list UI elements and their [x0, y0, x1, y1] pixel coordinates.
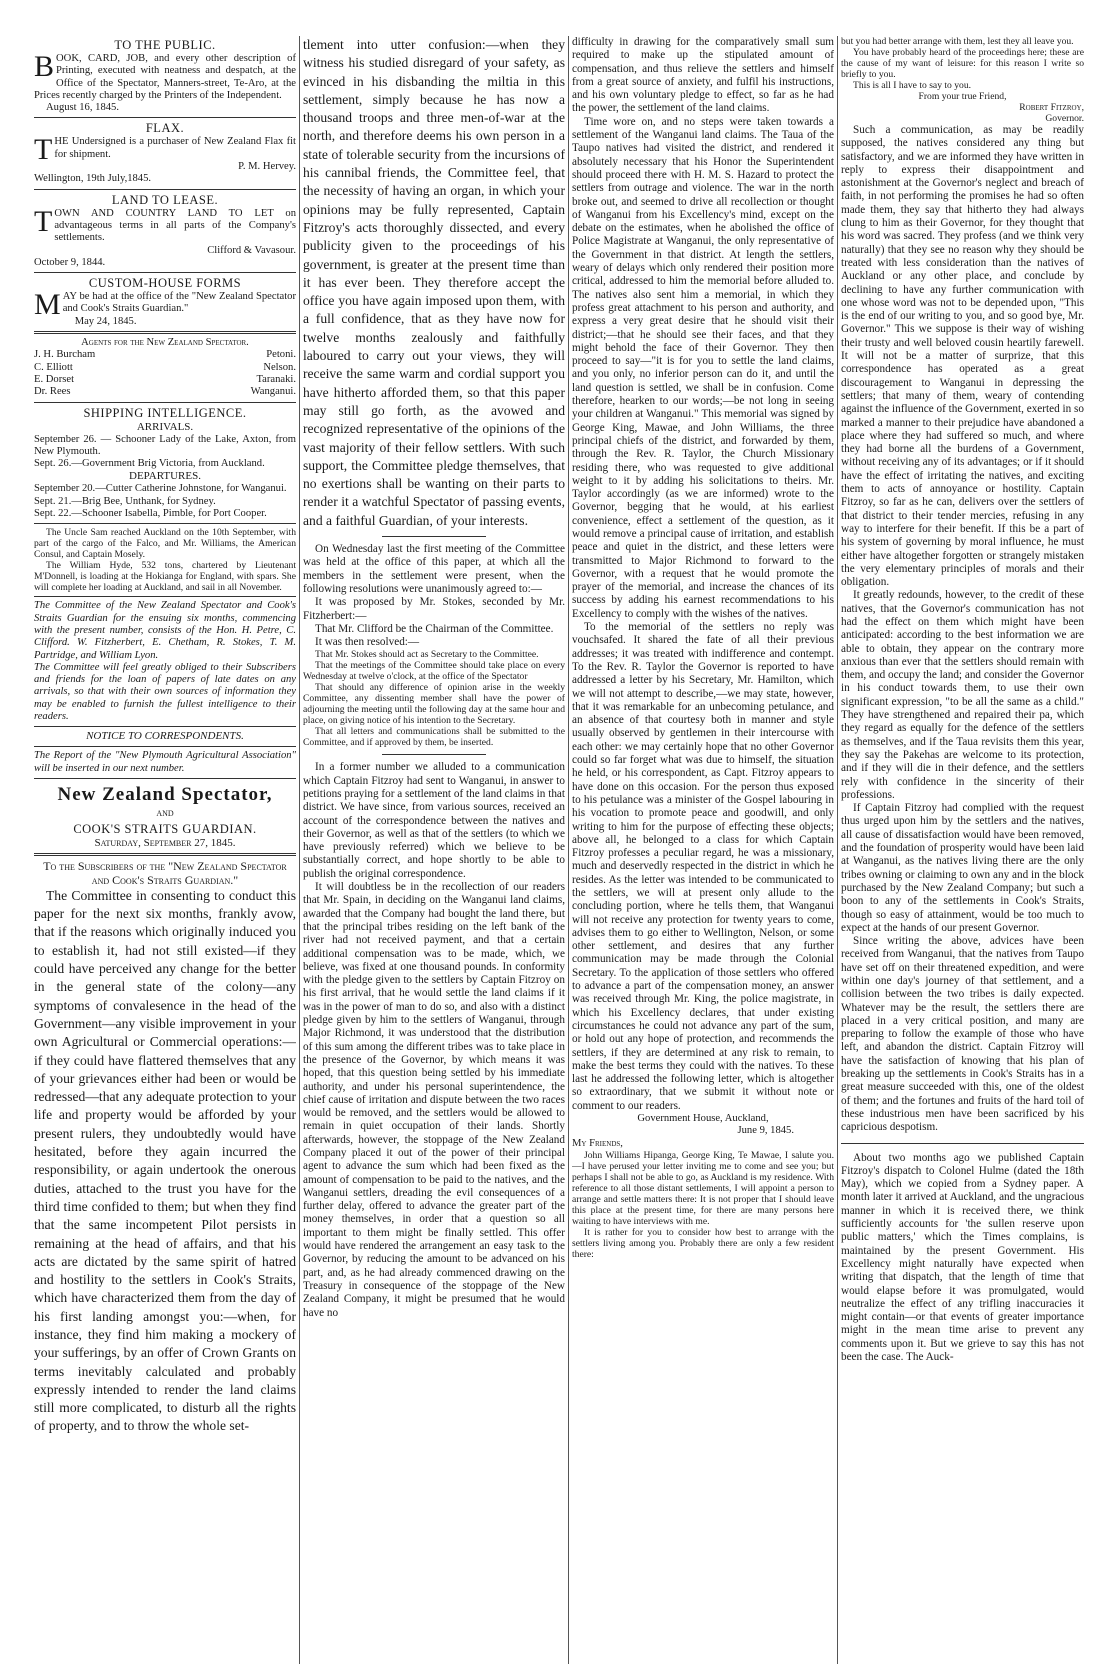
- arrivals-label: ARRIVALS.: [136, 420, 194, 433]
- arrival-item: Sept. 26.—Government Brig Victoria, from Auckland.: [34, 458, 265, 470]
- correspondents-notice: The Report of the "New Plymouth Agricultural Association" will be inserted in our next number.: [34, 750, 296, 774]
- flax-ad: THE Undersigned is a purchaser of New Zealand Flax fit for shipment.: [34, 133, 296, 167]
- customs-heading: CUSTOM-HOUSE FORMS: [88, 276, 242, 291]
- departures-label: DEPARTURES.: [129, 470, 201, 483]
- address-continued: tlement into utter confusion:—when they witness his studied disregard of your safety, as evinced in his disbanding the miltia in this settlement, simply because he has now a thousand troops and three men-of-war at the north, and therefore deems his own person in a state of tolerable security from the incursions of his cannibal friends, the Committee feel, that the necessity of having an organ, in which your opinions may be fully represented, Captain Fitzroy's acts thoroughly dissected, and every publicity given to the proceedings of his government, is greater at the present time than it has ever been. They therefore accept the office you have again imposed upon them, with a full confidence, that as they have now for twelve months zealously and faithfully laboured to carry out your views, they will receive the same warm and cordial support you have hitherto afforded them, so that this paper may still go forth, as the avowed and recognized representative of the opinions of the vast majority of their fellow settlers. With such support, the Committee pledge themselves, that no exertions shall be wanting on their parts to render it a watchful Spectator of passing events, and a faithful Guardian, of your interests.: [303, 37, 565, 528]
- meeting-intro: On Wednesday last the first meeting of the Committee was held at the office of this paper, at which all the members in the settlement were present, when the following resolutions were unanimously agreed to:—: [303, 543, 565, 595]
- agent-row: J. H. Burcham Petoni.: [34, 349, 296, 361]
- agent-row: E. Dorset Taranaki.: [34, 373, 296, 385]
- article-paragraph: difficulty in drawing for the comparatively small sum required to make up the stipulated amount of compensation, and thus relieve the settlers and himself from a great source of anxiety, and fulfil his instructions, and his own voluntary pledge to effect, so far as he had the power, the settlement of the land claims.: [572, 36, 834, 115]
- article-paragraph: Time wore on, and no steps were taken towards a settlement of the Wanganui land claims. The Taua of the Taupo natives had visited the district, and rendered it absolutely necessary that his Honor the Superintendent should proceed there with H. M. S. Hazard to protect the settlers from outrage and violence. The war in the north broke out, and seemed to drive all recollection or thought of Wanganui from his Excellency's mind, except on the debate on the estimates, when he abolished the office of Police Magistrate at Wanganui, the only representative of the Government in that district. At length the settlers, weary of delays which only rendered their position more critical, addressed to him the memorial before alluded to. The natives also sent him a memorial, in which they profess great attachment to his person and authority, and express a very great desire that he should visit their district;—that he should see their faces, and that they might behold the face of their Governor. They then proceed to say—"it is for you to settle the land claims, and you only, no inferior person can do it, and until the land question is settled, we shall be in confusion. Come therefore, hearken to our words;—be not long in seeing your children at Wanganui." This memorial was signed by George King, Mawae, and John Williams, the three principal chiefs of the district, and forwarded by them, through the Rev. R. Taylor, the Church Missionary residing there, who was requested to give additional weight to it by adding his solicitations to theirs. Mr. Taylor accordingly (as we are informed) wrote to the Governor, begging that he would, at his earliest convenience, effect a settlement of the question, as it would remove a principal cause of irritation, and establish peace and quiet in the district, and these letters were transmitted to Major Richmond to forward to the Governor, with a request that he would promote the prayer of the memorial, and increase the chances of its success by adding his earnest recommendations to his Excellency to comply with the wishes of the natives.: [572, 115, 834, 620]
- letter-paragraph: You have probably heard of the proceedings here; these are the cause of my want of leisure: for this reason I write so briefly to you.: [841, 47, 1084, 80]
- column-2: [303, 36, 565, 1664]
- letter-title: Governor.: [1045, 113, 1084, 124]
- arrival-item: September 26. — Schooner Lady of the Lake, Axton, from New Plymouth.: [34, 433, 296, 457]
- column-rule: [837, 36, 838, 1664]
- letter-date: June 9, 1845.: [737, 1125, 794, 1137]
- article-paragraph: To the memorial of the settlers no reply was vouchsafed. It shared the fate of all their previous addresses; it was treated with indifference and contempt. To the Rev. R. Taylor the Governor is reported to have addressed a letter by his Secretary, Mr. Hamilton, which we will not attempt to describe,—we may state, however, that it was remarkable for an unbecoming petulance, and an absence of that courtesy both in manner and style usually observed by gentlemen in their intercourse with each other: we may certainly hope that no other Governor could so far forget what was due to himself, the situation he held, or his correspondent, as Capt. Fitzroy appears to have done on this occasion. For the person thus exposed to his petulance was a minister of the Gospel labouring in his vocation to promote peace and goodwill, and only writing to him for the purpose of effecting these objects; above all, he belonged to a class for which Captain Fitzroy professes a peculiar regard, he was a missionary, much and deservedly respected in the district in which he resides. As the letter was intended to be communicated to the settlers, we will at present only allude to the concluding portion, where he tells them, that Wanganui will not receive any protection for twenty years to come, advises them to go either to Wellington, Nelson, or some other settlement, and desires that any further communication may be made through the Colonial Secretary. To the application of those settlers who offered to advance a part of the compensation money, an answer was received through Mr. King, the police magistrate, in which his Excellency declares, that under existing circumstances he could not advance any part of the sum, or hold out any hope of protection, and recommends the settlers, if they are determined at any risk to remain, to make the best terms they could with the natives. To these last he addressed the following letter, which is altogether so extraordinary, that we submit it without note or comment to our readers.: [572, 621, 834, 1112]
- letter-signature: Robert Fitzroy,: [1019, 102, 1084, 113]
- shipping-heading: SHIPPING INTELLIGENCE.: [83, 405, 247, 420]
- public-heading: TO THE PUBLIC.: [114, 38, 216, 52]
- shipping-note: The Uncle Sam reached Auckland on the 10th September, with part of the cargo of the Falco, and Mr. Williams, the American Consul, and Captain Mosely.: [34, 527, 296, 561]
- departure-item: Sept. 22.—Schooner Isabella, Pimble, for Port Cooper.: [34, 508, 267, 520]
- masthead-subtitle: COOK'S STRAITS GUARDIAN.: [73, 821, 257, 836]
- masthead-and: AND: [156, 808, 174, 818]
- lease-date: October 9, 1844.: [34, 256, 106, 268]
- address-heading: To the Subscribers of the "New Zealand Spectator and Cook's Straits Guardian.": [43, 858, 287, 887]
- resolution: That all letters and communications shall be submitted to the Committee, and if approved by them, be inserted.: [303, 726, 565, 749]
- column-4: [841, 36, 1084, 1664]
- meeting-proposed: It was proposed by Mr. Stokes, seconded by Mr. Fitzherbert:—: [303, 596, 565, 622]
- meeting-chair: That Mr. Clifford be the Chairman of the Committee.: [315, 622, 554, 635]
- newspaper-page: [34, 36, 1084, 1664]
- wanganui-paragraph: It will doubtless be in the recollection of our readers that Mr. Spain, in deciding on the Wanganui land claims, awarded that the Company had bought the land there, but that the principal tribes residing on the left bank of the river had not received payment, and that a certain additional compensation was to be made, which, we believe, was fixed at one thousand pounds. In conformity with the pledge given to the settlers by Captain Fitzroy on his first arrival, that he would settle the land claims if it was in the power of man to do so, and also with a distinct pledge given by him to the settlers of Wanganui, through Major Richmond, it was understood that the distribution of this sum among the different tribes was to take place in the presence of the Governor, by which means it was hoped, that this question being settled by his immediate authority, and under his personal superintendence, the chief cause of irritation and dispute between the two races would be removed, and the settlers would be allowed to remain in quiet occupation of their lands. Shortly afterwards, however, the stoppage of the New Zealand Company placed it out of the power of their principal agent to advance the sum which had been fixed as the amount of compensation to be paid to the natives, and the Wanganui settlers, dreading the evil consequences of a further delay, offered to advance the greater part of the money themselves, in order that a question so all important to them might be finally settled. This offer would have rendered the arrangement an easy task to the Governor, by reducing the amount to be advanced on his part, and, as he had already commenced drawing on the Treasury in consequence of the stoppage of the New Zealand Company, it might be presumed that he would have no: [303, 881, 565, 1319]
- meeting-resolved: It was then resolved:—: [315, 636, 420, 649]
- agents-list: [34, 337, 296, 398]
- resolution: That the meetings of the Committee should take place on every Wednesday at twelve o'clock, at the office of the Spectator: [303, 660, 565, 683]
- correspondents-heading: NOTICE TO CORRESPONDENTS.: [86, 730, 244, 743]
- shipping-note: The William Hyde, 532 tons, chartered by Lieutenant M'Donnell, is loading at the Hokianga for England, with spars. She will complete her loading at Auckland, and sail in all November.: [34, 560, 296, 594]
- letter-salutation: My Friends,: [572, 1137, 623, 1149]
- departure-item: Sept. 21.—Brig Bee, Unthank, for Sydney.: [34, 495, 216, 507]
- article-paragraph: Since writing the above, advices have been received from Wanganui, that the natives from Taupo have set off on their threatened expedition, and were within one day's journey of that settlement, and a collision between the two tribes is daily expected. Whatever may be the result, the settlers there are placed in a very critical position, and many are preparing to follow the example of those who have left, and abandon the district. Captain Fitzroy will have the satisfaction of knowing that his plan of breaking up the settlements in Cook's Straits has in a great measure succeeded with this, one of the oldest of them; and the fortunes and fruits of the hard toil of these industrious men have been sacrificed by his capricious despotism.: [841, 935, 1084, 1134]
- departure-item: September 20.—Cutter Catherine Johnstone, for Wanganui.: [34, 483, 287, 495]
- lease-ad: TOWN AND COUNTRY LAND TO LET on advantageous terms in all parts of the Company's settlements.: [34, 204, 296, 244]
- customs-ad: MAY be had at the office of the "New Zealand Spectator and Cook's Straits Guardian.": [34, 288, 296, 322]
- letter-paragraph: It is rather for you to consider how best to arrange with the settlers living among you. Probably there are only a few resident there:: [572, 1226, 834, 1260]
- committee-notice: The Committee of the New Zealand Spectator and Cook's Straits Guardian for the ensuing six months, commencing with the present number, consists of the Hon. H. Petre, C. Clifford. W. Fitzherbert, E. Chetham, R. Stokes, T. M. Partridge, and William Lyon.: [34, 600, 296, 661]
- column-3: [572, 36, 834, 1664]
- masthead-title: New Zealand Spectator,: [57, 783, 273, 805]
- masthead-date: Saturday, September 27, 1845.: [94, 836, 236, 849]
- letter-heading: Government House, Auckland,: [637, 1113, 769, 1125]
- letter-paragraph: This is all I have to say to you.: [853, 80, 972, 91]
- letter-continued: but you had better arrange with them, lest they all leave you.: [841, 36, 1074, 47]
- resolution: That Mr. Stokes should act as Secretary to the Committee.: [315, 649, 539, 661]
- flax-signature: P. M. Hervey.: [238, 161, 296, 173]
- letter-paragraph: John Williams Hipanga, George King, Te Mawae, I salute you.—I have perused your letter inviting me to come and see you; but perhaps I shall not be able to go, as Auckland is my residence. With reference to all those distant settlements, I will appoint a person to arrange and settle matters there: It is not proper that I should leave this place at the present time, for there are many persons here waiting to have interviews with me.: [572, 1149, 834, 1227]
- wanganui-paragraph: In a former number we alluded to a communication which Captain Fitzroy had sent to Wanganui, in answer to petitions praying for a settlement of the land claims in that district. We have since, from various sources, received an account of the correspondence between the natives and their Governor, as well as that of the settlers (to which we have previously referred) which we believe to be substantially correct, and hope shortly to be able to publish the original correspondence.: [303, 761, 565, 880]
- column-rule: [299, 36, 300, 1664]
- address-body: The Committee in consenting to conduct this paper for the next six months, frankly avow, that if the reasons which originally induced you to establish it, had not still existed—if they could have perceived any change for the better in the general state of the colony—any symptoms of convalesence in the head of the Government—any visible improvement in your own Agricultural or Commercial operations:—if they could have flattered themselves that any of your grievances either had been or would be redressed—that any adequate protection to your life and property would be afforded by your present rulers, they undoubtedly would have hesitated, before they again incurred the responsibility, or again undertook the onerous duties, attached to the trust you have for the third time confided to them; but when they find that the same incompetent Pilot persists in remaining at the head of affairs, and that his acts are dictated by the same spirit of hatred and hostility to the settlers in Cook's Straits, which have characterized them from the day of his first landing amongst you:—when, for instance, they find him making a mockery of your sufferings, by an offer of Crown Grants on terms inevitably calculated and probably expressly intended to render the land claims still more complicated, to disturb all the rights of property, and to throw the whole set-: [34, 887, 296, 1434]
- committee-notice: The Committee will feel greatly obliged to their Subscribers and friends for the loan of papers of late dates on any arrivals, so that with their own sources of information they may be enabled to furnish the fullest intelligence to their readers.: [34, 661, 296, 722]
- customs-date: May 24, 1845.: [74, 315, 137, 327]
- flax-heading: FLAX.: [145, 121, 185, 136]
- letter-close: From your true Friend,: [918, 91, 1007, 102]
- lease-heading: LAND TO LEASE.: [111, 192, 219, 207]
- public-date: August 16, 1845.: [46, 102, 119, 114]
- agents-heading: Agents for the New Zealand Spectator.: [81, 337, 249, 349]
- agent-row: C. Elliott Nelson.: [34, 361, 296, 373]
- column-1: [34, 36, 296, 1664]
- article-paragraph: If Captain Fitzroy had complied with the request thus urged upon him by the settlers and the natives, all cause of dissatisfaction would have been removed, and the foundation of prosperity would have been laid at Wanganui, as the natives living there are the only tribes owning or claiming to own any and in the block purchased by the New Zealand Company; but such a boon to any of the settlements in Cook's Straits, though so easy of attainment, would be too much to expect at the hands of our present Governor.: [841, 802, 1084, 934]
- dispatch-paragraph: About two months ago we published Captain Fitzroy's dispatch to Colonel Hulme (dated the 18th May), which we copied from a Sydney paper. A month later it arrived at Auckland, and the ungracious manner in which it is received there, we think sufficiently accounts for 'the sullen reserve upon public matters,' which the Times complains, is maintained by the present Government. His Excellency might naturally have expected when writing that dispatch, that the length of time that would elapse before it was promulgated, would neutralize the effect of any trifling inaccuracies it might contain—or that events of greater importance might in the mean time arise to prevent any comments upon it. But we grieve to say this has not been the case. The Auck-: [841, 1151, 1084, 1364]
- public-ad: BOOK, CARD, JOB, and every other description of Printing, executed with neatness and despatch, at the Office of the Spectator, Manners-street, Te-Aro, at the Prices recently charged by the Printers of the Independent.: [34, 50, 296, 101]
- column-rule: [568, 36, 569, 1664]
- article-paragraph: Such a communication, as may be readily supposed, the natives considered any thing but satisfactory, and we are informed they have written in reply to express their disappointment and astonishment at the Governor's neglect and breach of faith, in not performing the promises he had so often made them, they say that hitherto they had always clung to him as their Governor, for they thought that his word was sacred. They profess (and we think very naturally) that they see no reason why they should be treated with less consideration than the natives of Auckland or any other place, and conclude by declining to have any further communication with one whose word was not to be depended upon, "This is the end of our writing to you, and so good bye, Mr. Governor." This we suppose is their way of wishing their trusty and well beloved cousin heartily farewell. It will not be a matter of surprize, that this correspondence has operated as a great discouragement to Wanganui in depressing the settlers; that many of them, weary of contending against the influence of the Government, exerted in so marked a manner to their prejudice have abandoned a place where they had suffered so much, and where they had borne all the burdens of a Government, without receiving any of its advantages; or if it should have the effect of irritating the natives, and exciting them to acts of annoyance or hostility. Captain Fitzroy, so far as he can, delivers over the settlers of that district to their tender mercies, refusing in any way to interfere for their benefit. If this be a part of his system of governing by moral influence, he must either have altogether forgotten or strangely mistaken the very elementary principles of morals and their obligation.: [841, 124, 1084, 589]
- lease-signature: Clifford & Vavasour.: [207, 244, 296, 256]
- article-paragraph: It greatly redounds, however, to the credit of these natives, that the Governor's communication has not had the effect on them which might have been anticipated: according to the best information we are able to obtain, they appear on the contrary more anxious than ever that the settlers should remain with them, and occupy the land; and consider the Governor in his conduct towards them, to use their own significant expression, "to be all the same as a child." They have strengthened and repaired their pa, which they regard as equally for the defence of the settlers as themselves, and if the Taua revisits them this year, they say the Pakehas are welcome to its protection, and if they will die in their defence, and the settlers rely with confidence in the sincerity of their professions.: [841, 589, 1084, 801]
- flax-date: Wellington, 19th July,1845.: [34, 173, 152, 185]
- agent-row: Dr. Rees Wanganui.: [34, 386, 296, 398]
- resolution: That should any difference of opinion arise in the weekly Committee, any dissenting member shall have the power of adjourning the meeting until the following day at the same hour and place, on giving notice of his intention to the Secretary.: [303, 682, 565, 727]
